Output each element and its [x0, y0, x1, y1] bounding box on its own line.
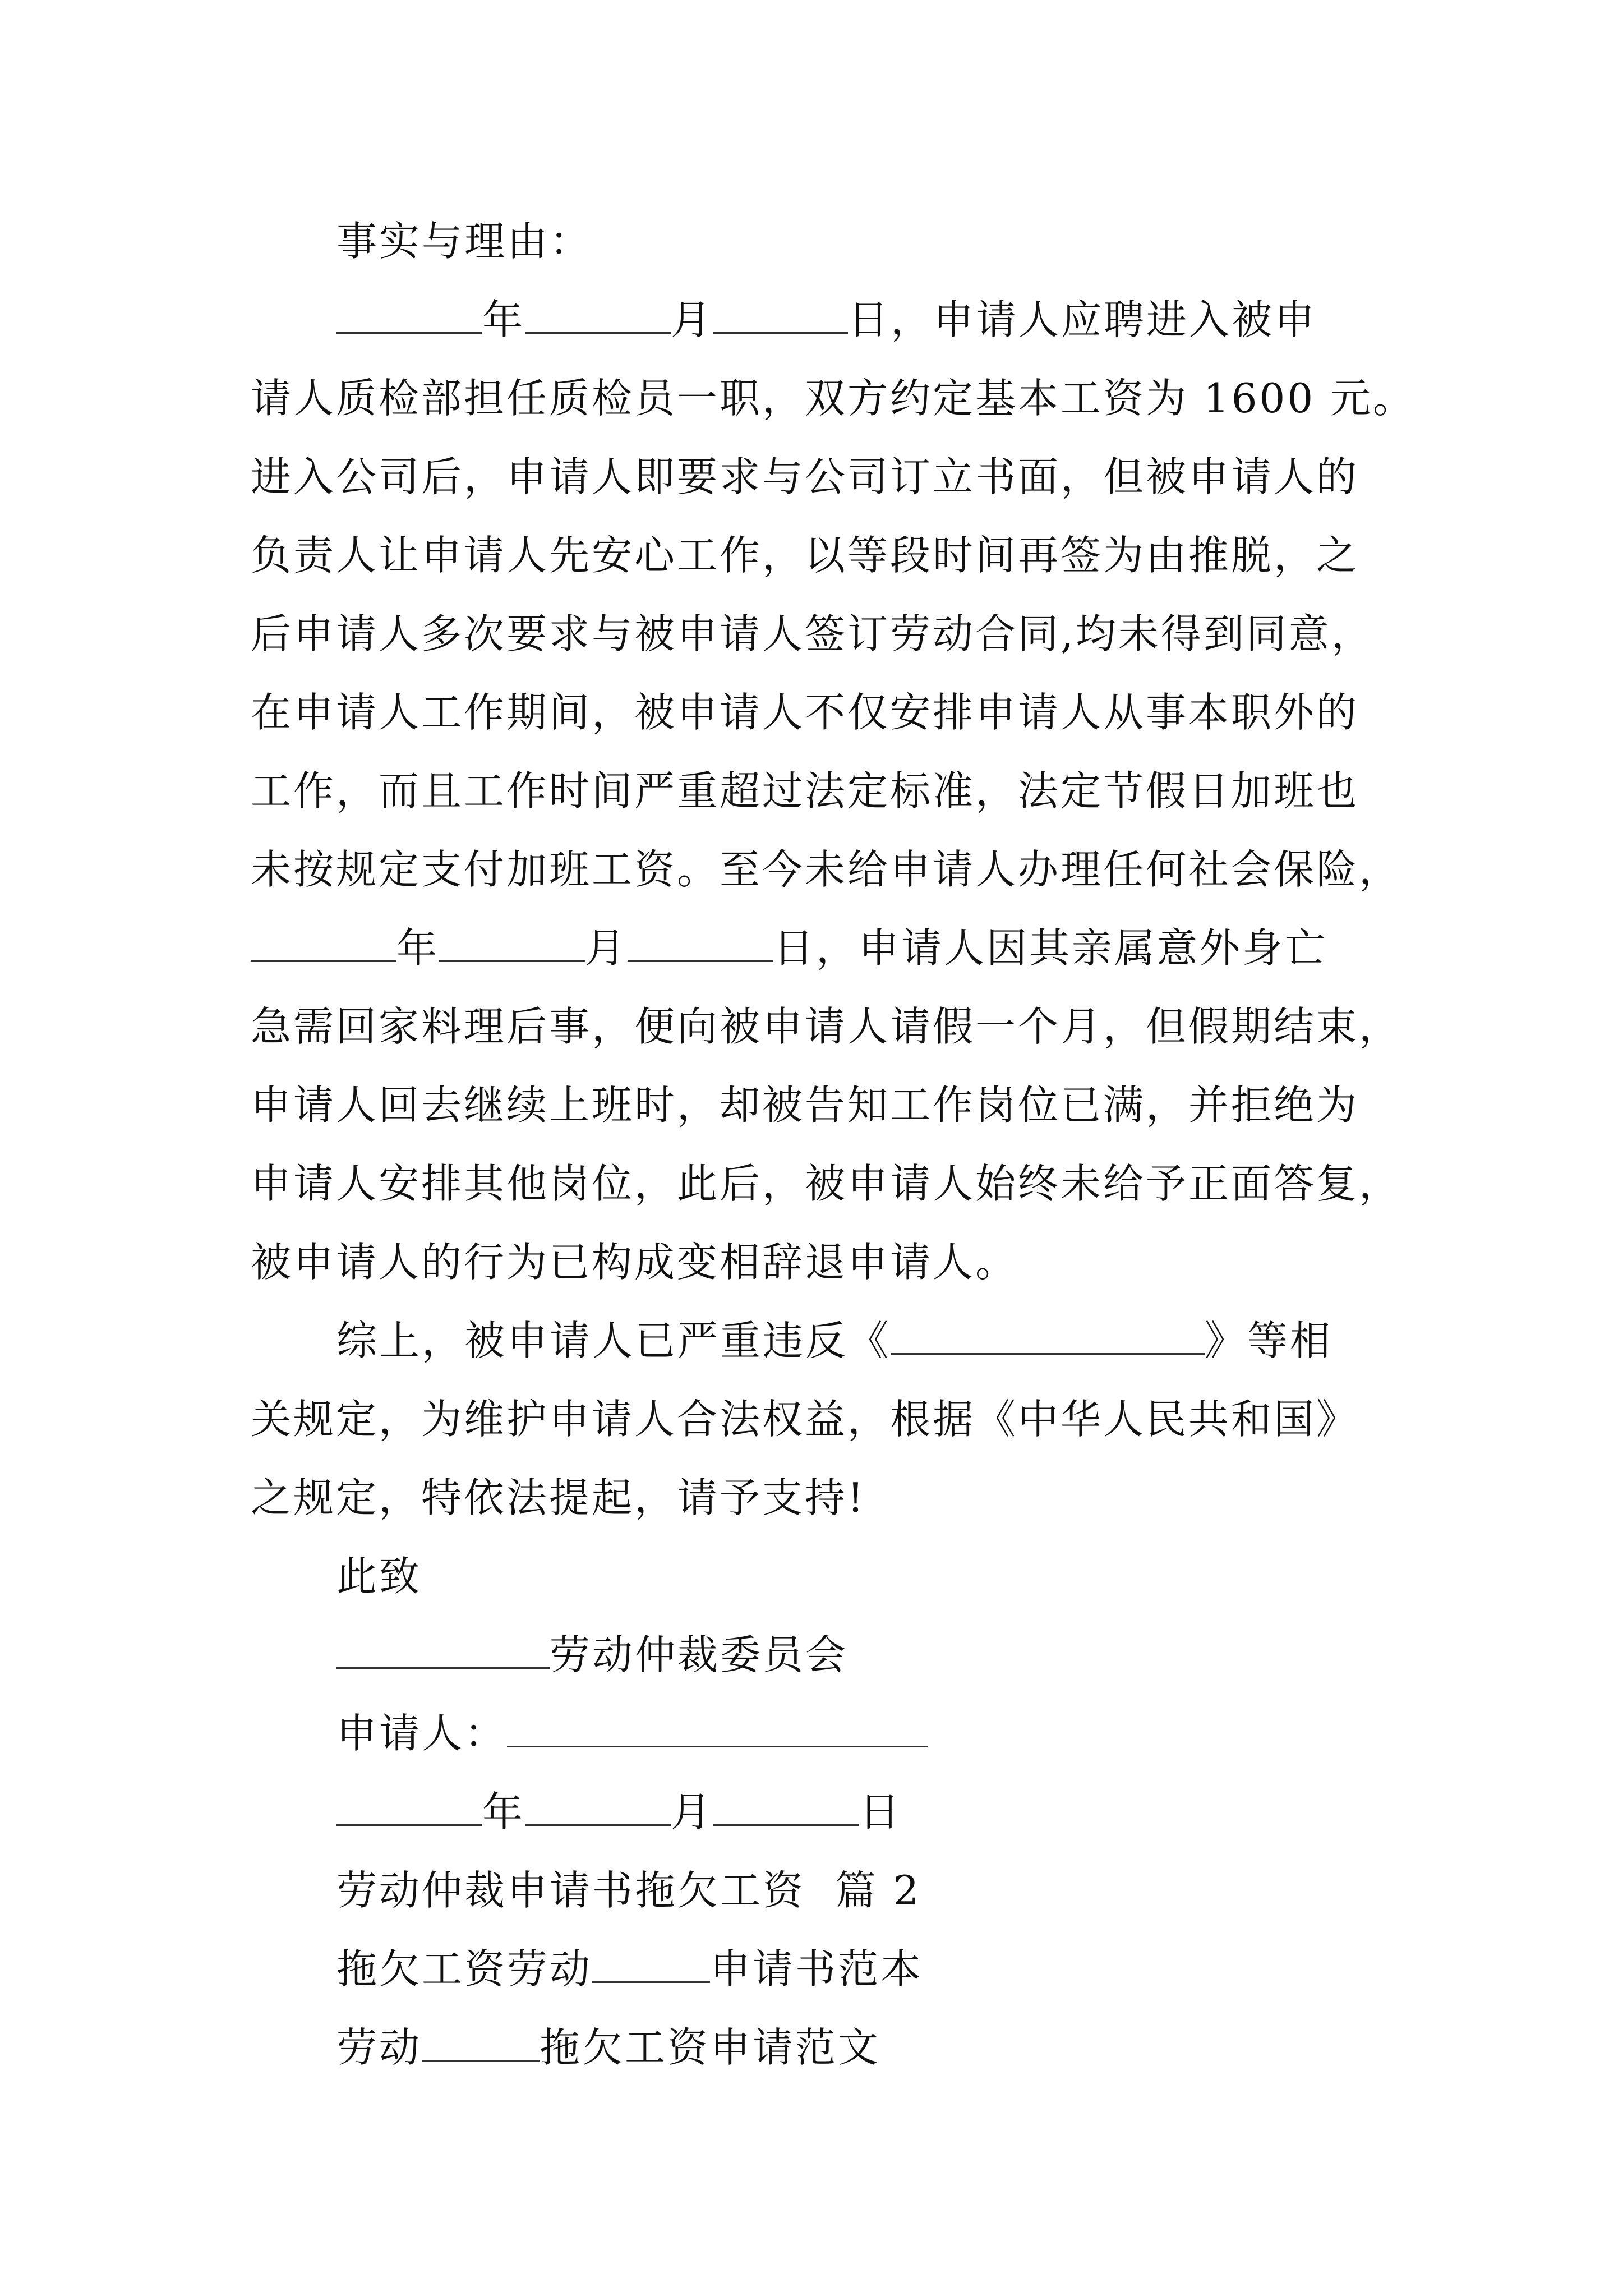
paragraph-line: 进入公司后，申请人即要求与公司订立书面，但被申请人的 — [251, 453, 1359, 500]
related-link-2[interactable]: 拖欠工资劳动 申请书范本 — [336, 1945, 924, 1993]
year-blank — [336, 297, 482, 334]
salutation: 此致 — [336, 1553, 422, 1600]
section-heading: 事实与理由： — [336, 218, 593, 265]
summary-line-2: 关规定，为维护申请人合法权益，根据《中华人民共和国》 — [251, 1396, 1359, 1443]
paragraph-line: 负责人让申请人先安心工作，以等段时间再签为由推脱，之 — [251, 532, 1359, 579]
summary-line-3: 之规定，特依法提起，请予支持! — [251, 1474, 866, 1521]
summary-line-1: 综上，被申请人已严重违反《 》等相 — [336, 1317, 1333, 1364]
paragraph-line: 请人质检部担任质检员一职，双方约定基本工资为 1600 元。 — [251, 375, 1416, 422]
link-blank — [592, 1947, 710, 1983]
paragraph-line: 急需回家料理后事，便向被申请人请假一个月，但假期结束， — [251, 1003, 1402, 1050]
law-name-blank — [891, 1318, 1205, 1355]
related-link-1[interactable]: 劳动仲裁申请书拖欠工资 篇 2 — [336, 1867, 921, 1914]
date-line-3: 年 月 日 — [336, 1787, 902, 1837]
year-blank — [251, 926, 396, 962]
applicant-line: 申请人： — [336, 1708, 928, 1759]
date-line-1: 年 月 日，申请人应聘进入被申 — [336, 295, 1317, 345]
related-link-3[interactable]: 劳动 拖欠工资申请范文 — [336, 2024, 881, 2071]
link-blank — [422, 2025, 540, 2062]
day-blank — [628, 926, 773, 962]
month-blank — [439, 926, 585, 962]
year-blank — [336, 1789, 482, 1826]
month-blank — [525, 1789, 671, 1826]
date-line-2: 年 月 日，申请人因其亲属意外身亡 — [251, 923, 1327, 973]
paragraph-line: 在申请人工作期间，被申请人不仅安排申请人从事本职外的 — [251, 689, 1359, 736]
month-blank — [525, 297, 671, 334]
paragraph-line: 申请人回去继续上班时，却被告知工作岗位已满，并拒绝为 — [251, 1082, 1359, 1129]
paragraph-line: 申请人安排其他岗位，此后，被申请人始终未给予正面答复， — [251, 1160, 1402, 1207]
paragraph-line: 工作，而且工作时间严重超过法定标准，法定节假日加班也 — [251, 767, 1359, 815]
day-blank — [713, 297, 848, 334]
applicant-blank — [507, 1711, 928, 1747]
committee-blank — [336, 1632, 550, 1669]
day-blank — [713, 1789, 859, 1826]
paragraph-line: 被申请人的行为已构成变相辞退申请人。 — [251, 1239, 1018, 1286]
paragraph-line: 未按规定支付加班工资。至今未给申请人办理任何社会保险， — [251, 846, 1402, 893]
paragraph-line: 后申请人多次要求与被申请人签订劳动合同,均未得到同意， — [251, 610, 1374, 657]
committee-line: 劳动仲裁委员会 — [336, 1630, 848, 1680]
